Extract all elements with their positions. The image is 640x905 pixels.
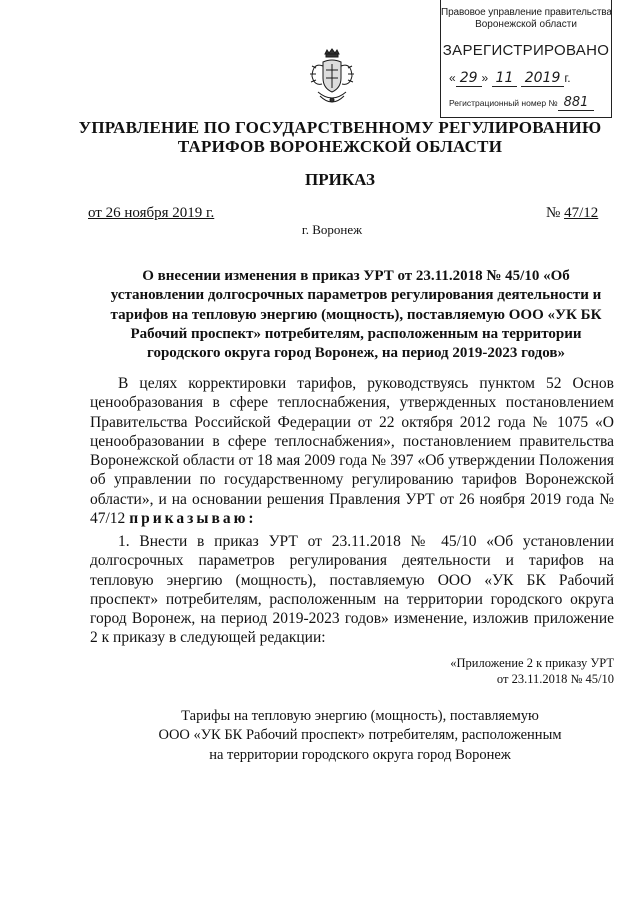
tariff-title-line2: ООО «УК БК Рабочий проспект» потребителям, расположенным bbox=[158, 727, 562, 744]
stamp-date-month: 11 bbox=[492, 70, 518, 87]
tariff-title-line1: Тарифы на тепловую энергию (мощность), поставляемую bbox=[181, 708, 539, 724]
registration-stamp bbox=[440, 0, 612, 118]
stamp-date-year-suffix: г. bbox=[564, 71, 571, 85]
tariff-title bbox=[110, 707, 610, 765]
tariff-title-line3: на территории городского округа город Воронеж bbox=[209, 746, 511, 763]
order-number-prefix: № bbox=[546, 205, 561, 221]
document-type: ПРИКАЗ bbox=[305, 170, 375, 189]
stamp-date-open-quote: « bbox=[449, 71, 456, 85]
stamp-date bbox=[449, 70, 571, 86]
order-city: г. Воронеж bbox=[301, 222, 363, 237]
preamble-paragraph bbox=[90, 374, 614, 528]
coat-of-arms-emblem bbox=[308, 48, 356, 110]
item-1-paragraph: 1. Внести в приказ УРТ от 23.11.2018 № 45/10 «Об установлении долгосрочных параметров регулирования деятельности и тарифов на тепловую энергию (мощность), поставляемую ООО «УК БК Рабочий проспект» потребителям, расположенным на территории городского округа город Воронеж, на период 2019-2023 годов» изменение, изложив приложение 2 к приказу в следующей редакции: bbox=[90, 533, 614, 647]
order-date: от 26 ноября 2019 г. bbox=[88, 205, 215, 221]
stamp-registered: ЗАРЕГИСТРИРОВАНО bbox=[442, 42, 610, 59]
stamp-org-line1: Правовое управление правительства bbox=[441, 7, 612, 18]
issuer-title-line1: УПРАВЛЕНИЕ ПО ГОСУДАРСТВЕННОМУ РЕГУЛИРОВАНИЮ bbox=[78, 118, 602, 137]
issuer-title-line2: ТАРИФОВ ВОРОНЕЖСКОЙ ОБЛАСТИ bbox=[177, 137, 503, 156]
stamp-reg-number bbox=[449, 95, 594, 110]
stamp-date-year: 2019 bbox=[521, 70, 565, 87]
appendix-reference bbox=[450, 655, 614, 687]
appendix-line2: от 23.11.2018 № 45/10 bbox=[496, 672, 614, 686]
order-subject: О внесении изменения в приказ УРТ от 23.11.2018 № 45/10 «Об установлении долгосрочных параметров регулирования деятельности и тарифов на тепловую энергию (мощность), поставляемую ООО «УК БК Рабочий проспект» потребителям, расположенным на территории городского округа город Воронеж, на период 2019-2023 годов» bbox=[110, 268, 602, 362]
order-word: приказываю: bbox=[129, 510, 257, 528]
preamble-text: В целях корректировки тарифов, руководствуясь пунктом 52 Основ ценообразования в сфере теплоснабжения, утвержденных постановлением Правительства Российской Федерации от 22 октября 2012 года № 1075 «О ценообразовании в сфере теплоснабжения», постановлением правительства Воронежской области от 18 мая 2009 года № 397 «Об утверждении Положения об управлении по государственному регулированию тарифов Воронежской области», и на основании решения Правления УРТ от 26 ноября 2019 года № 47/12 bbox=[90, 375, 614, 528]
order-number-value: 47/12 bbox=[564, 205, 599, 221]
stamp-reg-number-value: 881 bbox=[558, 95, 595, 111]
stamp-date-close-quote: » bbox=[481, 71, 489, 85]
stamp-reg-label: Регистрационный номер № bbox=[449, 98, 558, 108]
stamp-org-line2: Воронежской области bbox=[475, 19, 577, 30]
appendix-line1: «Приложение 2 к приказу УРТ bbox=[450, 656, 614, 670]
stamp-date-day: 29 bbox=[456, 70, 482, 87]
order-number bbox=[546, 205, 598, 222]
